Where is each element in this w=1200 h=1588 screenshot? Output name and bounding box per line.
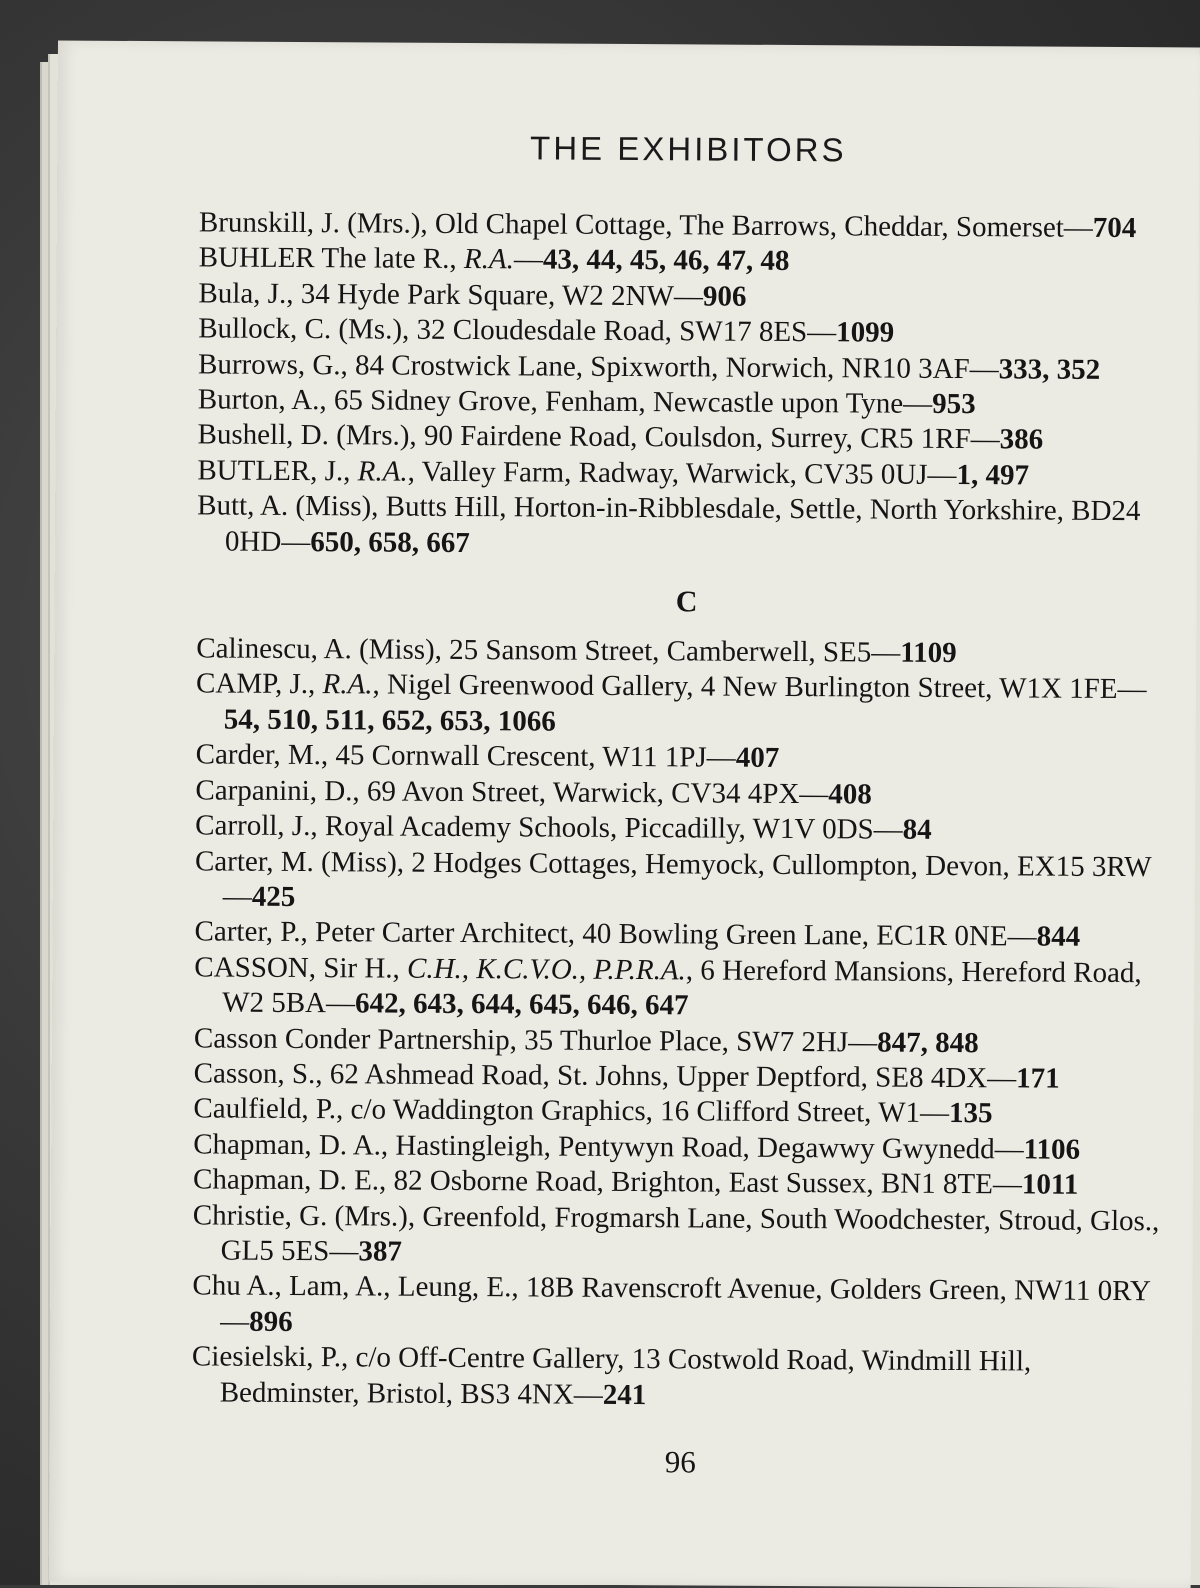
exhibitor-entry xyxy=(195,844,1175,921)
exhibitor-name-address: Chu A., Lam, A., Leung, E., 18B Ravenscroft Avenue, Golders Green, NW11 0RY— xyxy=(192,1269,1151,1338)
exhibitor-address: , Nigel Greenwood Gallery, 4 New Burlington Street, W1X 1FE— xyxy=(372,668,1147,706)
exhibitor-name-address: Carroll, J., Royal Academy Schools, Piccadilly, W1V 0DS— xyxy=(195,809,903,846)
exhibitor-entry xyxy=(194,950,1174,1027)
exhibitor-name-address: Burton, A., 65 Sidney Grove, Fenham, Newcastle upon Tyne— xyxy=(197,383,933,420)
exhibit-numbers: 386 xyxy=(999,423,1044,456)
exhibitor-list xyxy=(192,205,1179,1416)
exhibitor-honours: C.H., K.C.V.O., P.P.R.A. xyxy=(406,952,686,987)
exhibit-numbers: 1109 xyxy=(900,636,957,670)
exhibitor-name-address: Butt, A. (Miss), Butts Hill, Horton-in-Ribblesdale, Settle, North Yorkshire, BD24 0HD— xyxy=(197,489,1141,558)
exhibitor-entry xyxy=(196,631,1176,672)
exhibitor-entry xyxy=(196,667,1176,744)
exhibitor-name-address: Bula, J., 34 Hyde Park Square, W2 2NW— xyxy=(198,277,704,313)
exhibit-numbers: 43, 44, 45, 46, 47, 48 xyxy=(542,243,790,278)
exhibitor-address: , 6 Hereford Mansions, Hereford Road, W2 5BA— xyxy=(222,954,1142,1020)
exhibitor-entry xyxy=(198,276,1178,317)
exhibit-numbers: 1, 497 xyxy=(956,458,1030,492)
exhibitor-entry xyxy=(199,241,1179,282)
exhibitor-name-address: Caulfield, P., c/o Waddington Graphics, 16 Clifford Street, W1— xyxy=(193,1092,950,1130)
exhibitor-name-address: Christie, G. (Mrs.), Greenfold, Frogmarsh Lane, South Woodchester, Stroud, Glos., GL5 5ES— xyxy=(192,1198,1160,1268)
exhibitor-list-b xyxy=(197,205,1179,565)
exhibitor-name-address: Carder, M., 45 Cornwall Crescent, W11 1PJ— xyxy=(195,738,736,774)
exhibitor-entry xyxy=(198,347,1178,388)
exhibitor-name-address: Brunskill, J. (Mrs.), Old Chapel Cottage, The Barrows, Cheddar, Somerset— xyxy=(198,206,1093,244)
exhibitor-name-address: CASSON, Sir H., xyxy=(194,951,408,985)
exhibit-numbers: 847, 848 xyxy=(877,1026,979,1059)
exhibitor-name-address: Casson Conder Partnership, 35 Thurloe Place, SW7 2HJ— xyxy=(193,1021,878,1059)
exhibit-numbers: 642, 643, 644, 645, 646, 647 xyxy=(354,987,689,1022)
exhibitor-name-address: BUTLER, J., xyxy=(197,454,358,488)
exhibit-numbers: 408 xyxy=(828,777,872,811)
page-number: 96 xyxy=(664,1444,696,1480)
exhibitor-entry xyxy=(198,382,1178,423)
exhibit-numbers: 953 xyxy=(932,387,976,421)
exhibit-numbers: 906 xyxy=(702,280,747,313)
exhibit-numbers: 407 xyxy=(735,741,780,775)
exhibit-numbers: 896 xyxy=(249,1305,293,1338)
exhibit-numbers: 704 xyxy=(1092,211,1137,245)
exhibitor-name-address: Chapman, D. E., 82 Osborne Road, Brighton, East Sussex, BN1 8TE— xyxy=(192,1163,1022,1201)
exhibitor-honours: R.A. xyxy=(357,455,408,488)
exhibitor-name-address: Burrows, G., 84 Crostwick Lane, Spixworth, Norwich, NR10 3AF— xyxy=(197,347,999,385)
exhibitor-name-address: Carter, M. (Miss), 2 Hodges Cottages, Hemyock, Cullompton, Devon, EX15 3RW— xyxy=(194,844,1152,913)
exhibitor-name-address: Bushell, D. (Mrs.), 90 Fairdene Road, Coulsdon, Surrey, CR5 1RF— xyxy=(197,418,1000,456)
exhibit-numbers: 241 xyxy=(602,1378,647,1411)
exhibitor-entry xyxy=(196,738,1176,779)
exhibitor-entry xyxy=(194,1056,1174,1097)
exhibitor-entry xyxy=(195,773,1175,814)
exhibit-numbers: 425 xyxy=(251,880,296,913)
exhibitor-entry xyxy=(199,205,1179,246)
exhibit-numbers: 1099 xyxy=(836,316,895,349)
exhibitor-name-address: Ciesielski, P., c/o Off-Centre Gallery, 13 Costwold Road, Windmill Hill, Bedminster, Bristol, BS3 4NX— xyxy=(191,1340,1032,1411)
page-header: THE EXHIBITORS xyxy=(530,129,847,169)
exhibitor-honours: R.A. xyxy=(463,243,514,276)
exhibitor-name-address: BUHLER The late R., xyxy=(198,241,465,276)
exhibitor-entry xyxy=(198,312,1178,353)
exhibitor-name-address: Casson, S., 62 Ashmead Road, St. Johns, Upper Deptford, SE8 4DX— xyxy=(193,1057,1017,1095)
exhibitor-entry xyxy=(195,808,1175,849)
exhibit-numbers: 333, 352 xyxy=(998,352,1101,386)
exhibit-numbers: 844 xyxy=(1036,920,1081,954)
exhibitor-name-address: Carpanini, D., 69 Avon Street, Warwick, CV34 4PX— xyxy=(195,774,829,810)
exhibitor-entry xyxy=(192,1269,1172,1346)
exhibitor-entry xyxy=(192,1340,1172,1417)
book-page xyxy=(49,41,1200,1588)
exhibitor-entry xyxy=(194,915,1174,956)
exhibit-numbers: 54, 510, 511, 652, 653, 1066 xyxy=(223,703,556,738)
exhibit-numbers: 84 xyxy=(902,813,932,846)
section-letter: C xyxy=(675,585,698,619)
exhibit-numbers: 1106 xyxy=(1023,1133,1081,1166)
exhibitor-name-address: Carter, P., Peter Carter Architect, 40 Bowling Green Lane, EC1R 0NE— xyxy=(194,915,1037,953)
exhibitor-entry xyxy=(193,1198,1173,1275)
exhibitor-address: — xyxy=(513,243,543,276)
exhibitor-entry xyxy=(197,418,1177,459)
exhibit-numbers: 1011 xyxy=(1021,1168,1079,1201)
exhibit-numbers: 650, 658, 667 xyxy=(310,525,470,559)
exhibitor-entry xyxy=(197,489,1177,566)
exhibitor-address: , Valley Farm, Radway, Warwick, CV35 0UJ— xyxy=(407,455,957,491)
exhibitor-entry xyxy=(193,1163,1173,1204)
exhibitor-entry xyxy=(197,453,1177,494)
exhibit-numbers: 135 xyxy=(948,1097,993,1130)
exhibitor-entry xyxy=(194,1021,1174,1062)
exhibitor-name-address: Calinescu, A. (Miss), 25 Sansom Street, Camberwell, SE5— xyxy=(196,632,901,669)
exhibitor-name-address: Bullock, C. (Ms.), 32 Cloudesdale Road, SW17 8ES— xyxy=(198,312,837,349)
exhibitor-entry xyxy=(193,1092,1173,1133)
exhibit-numbers: 171 xyxy=(1016,1062,1060,1095)
exhibitor-honours: R.A. xyxy=(322,668,373,701)
exhibitor-list-c xyxy=(192,631,1177,1416)
exhibitor-name-address: Chapman, D. A., Hastingleigh, Pentywyn Road, Degawwy Gwynedd— xyxy=(193,1128,1024,1166)
exhibitor-entry xyxy=(193,1127,1173,1168)
exhibit-numbers: 387 xyxy=(358,1235,402,1268)
exhibitor-name-address: CAMP, J., xyxy=(195,667,323,701)
